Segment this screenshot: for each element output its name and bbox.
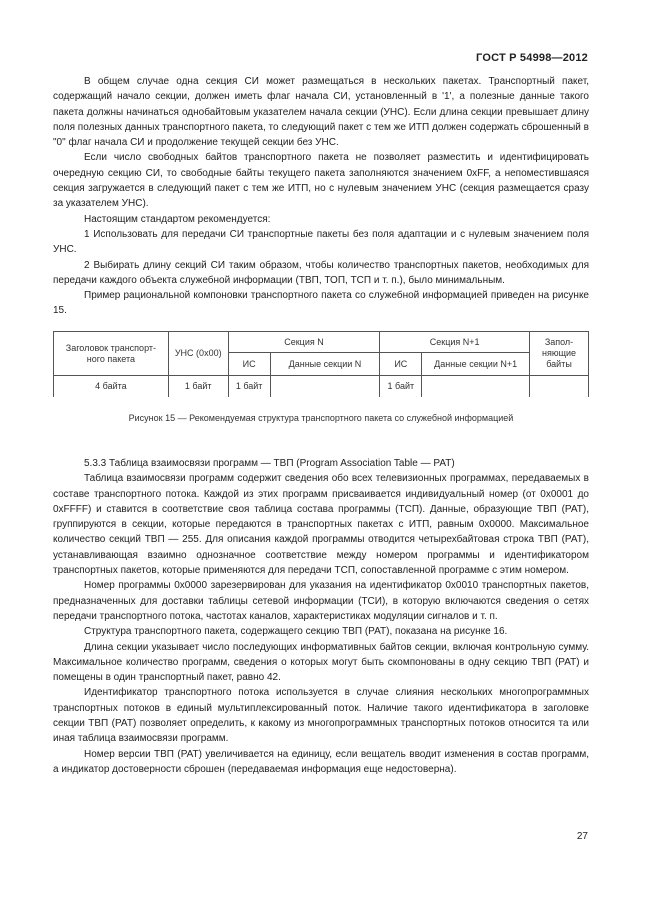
uns-col-title: УНС (0х00) <box>168 332 228 376</box>
section-heading: 5.3.3 Таблица взаимосвязи программ — ТВП (Program Association Table — PAT) <box>84 458 455 469</box>
paragraph: 1 Использовать для передачи СИ транспортные пакеты без поля адаптации и с нулевым значением поля УНС. <box>53 228 589 256</box>
paragraph: Номер версии ТВП (PAT) увеличивается на единицу, если вещатель вводит изменения в состав программ, а индикатор достоверности сброшен (передаваемая информация еще недостоверна). <box>53 748 589 775</box>
fill-cell <box>530 376 589 398</box>
figure-caption: Рисунок 15 — Рекомендуемая структура транспортного пакета со служебной информацией <box>128 413 514 423</box>
data-n1-subtitle: Данные секции N+1 <box>422 353 530 376</box>
paragraph: Длина секции указывает число последующих информативных байтов секции, включая контрольную сумму. Максимальное количество программ, сведения о которых могут быть скомпонованы в одну секцию ТВП (PAT) и помещены в один транспортный пакет, равно 42. <box>53 641 589 684</box>
header-size-cell: 4 байта <box>54 376 169 398</box>
packet-structure-table <box>53 331 589 397</box>
paragraph: Настоящим стандартом рекомендуется: <box>84 213 271 225</box>
paragraph: Таблица взаимосвязи программ содержит сведения обо всех телевизионных программах, передаваемых в составе транспортного потока. Каждой из этих программ присваивается индивидуальный номер (от 0x0001 до 0xFFFF) и ставится в соответствие своя таблица состава программы (ТСП). Данные, образующие ТВП (PAT), группируются в секции, которые передаются в транспортных пакетах с ИТП, равным 0x0000. Максимальное количество секций ТВП — 255. Для описания каждой программы отводится четырехбайтовая строка ТВП (PAT), устанавливающая взаимно однозначное соответствие между номером программы и идентификатором транспортных пакетов, которые применяются для передачи ТСП, сопоставленной программе с этим номером. <box>53 473 589 577</box>
is-subtitle: ИС <box>228 353 270 376</box>
header-col-title: Заголовок транспорт-ного пакета <box>54 332 169 376</box>
section-intro-text <box>53 74 589 319</box>
section-n1-title: Секция N+1 <box>380 332 530 353</box>
paragraph: Структура транспортного пакета, содержащего секцию ТВП (PAT), показана на рисунке 16. <box>84 626 508 638</box>
paragraph: Пример рациональной компоновки транспортного пакета со служебной информацией приведен на рисунке 15. <box>53 290 589 317</box>
paragraph: Идентификатор транспортного потока используется в случае слияния нескольких многопрограммных транспортных потоков в единый мультиплексированный поток. Наличие такого идентификатора в заголовке секции ТВП (PAT) позволяет определить, к какому из многопрограммных транспортных потоков относится та или иная таблица взаимосвязи программ. <box>53 687 589 745</box>
fill-bytes-title: Запол-няющие байты <box>530 332 589 376</box>
is-size-cell: 1 байт <box>228 376 270 398</box>
page-number: 27 <box>576 831 588 842</box>
data-n1-cell <box>422 376 530 398</box>
data-n-subtitle: Данные секции N <box>270 353 380 376</box>
data-n-cell <box>270 376 380 398</box>
section-n-title: Секция N <box>228 332 380 353</box>
section-pat-text <box>53 456 589 777</box>
is2-size-cell: 1 байт <box>380 376 422 398</box>
paragraph: Если число свободных байтов транспортного пакета не позволяет разместить и идентифицировать очередную секцию СИ, то свободные байты текущего пакета заполняются значением 0xFF, а непоместившаяся секция загружается в следующий пакет с тем же ИТП, но с нулевым значением УНС (секция размещается сразу за указателем УНС). <box>53 152 589 210</box>
document-id: ГОСТ Р 54998—2012 <box>476 52 588 64</box>
paragraph: 2 Выбирать длину секций СИ таким образом, чтобы количество транспортных пакетов, необходимых для передачи каждого объекта служебной информации (ТВП, ТОП, ТСП и т. п.), было минимальным. <box>53 259 589 286</box>
is2-subtitle: ИС <box>380 353 422 376</box>
paragraph: В общем случае одна секция СИ может размещаться в нескольких пакетах. Транспортный пакет, содержащий начало секции, должен иметь флаг начала СИ, установленный в '1', а полезные данные такого пакета должны начинаться однобайтовым указателем начала секции (УНС). Если длина секции превышает длину поля полезных данных транспортного пакета, то следующий пакет с тем же ИТП должен содержать сброшенный в "0" флаг начала СИ и продолжение текущей секции без УНС. <box>53 76 589 149</box>
paragraph: Номер программы 0x0000 зарезервирован для указания на идентификатор 0x0010 транспортных пакетов, предназначенных для доставки таблицы сетевой информации (ТСИ), в которую включаются сведения о сетях передачи транспортного потока, частотах каналов, характеристиках модуляции сигналов и т. п. <box>53 580 589 622</box>
uns-size-cell: 1 байт <box>168 376 228 398</box>
